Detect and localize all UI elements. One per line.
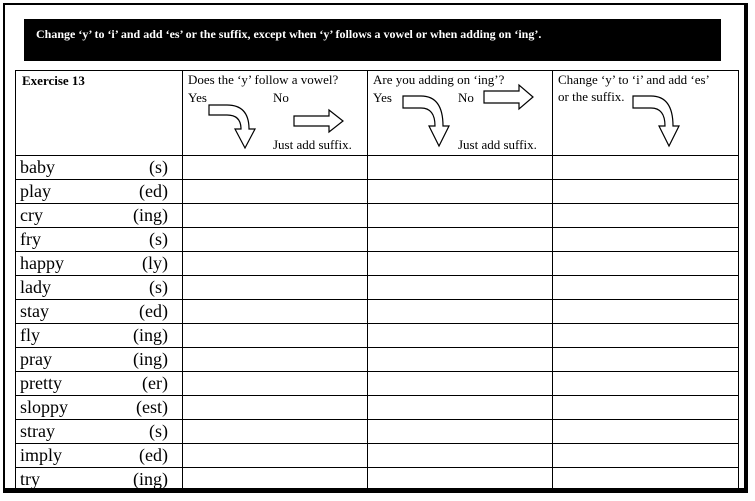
suffix: (ed) — [139, 301, 168, 321]
table-row — [16, 228, 739, 252]
base-word: play — [20, 181, 51, 201]
vowel-question: Does the ‘y’ follow a vowel? — [188, 72, 339, 87]
word-cell — [16, 300, 183, 324]
suffix: (ly) — [142, 253, 168, 273]
suffix: (est) — [136, 397, 168, 417]
answer-cell-change[interactable] — [553, 396, 739, 420]
answer-cell-change[interactable] — [553, 300, 739, 324]
exercise-label: Exercise 13 — [16, 71, 183, 156]
answer-cell-change[interactable] — [553, 348, 739, 372]
answer-cell-vowel[interactable] — [183, 444, 368, 468]
table-row — [16, 420, 739, 444]
table-row — [16, 252, 739, 276]
header-row — [16, 71, 739, 156]
suffix: (ing) — [133, 205, 168, 225]
answer-cell-change[interactable] — [553, 252, 739, 276]
answer-cell-ing[interactable] — [368, 372, 553, 396]
ing-question: Are you adding on ‘ing’? — [373, 72, 505, 87]
instruction-banner: Change ‘y’ to ‘i’ and add ‘es’ or the suffix, except when ‘y’ follows a vowel or when adding on ‘ing’. — [24, 19, 721, 61]
base-word: imply — [20, 445, 63, 465]
answer-cell-vowel[interactable] — [183, 468, 368, 492]
suffix: (ed) — [139, 181, 168, 201]
word-cell — [16, 324, 183, 348]
answer-cell-vowel[interactable] — [183, 180, 368, 204]
suffix: (ing) — [133, 469, 168, 489]
change-y-line1: Change ‘y’ to ‘i’ and add ‘es’ — [558, 72, 710, 87]
base-word: try — [20, 469, 40, 489]
answer-cell-vowel[interactable] — [183, 228, 368, 252]
just-add-suffix-note: Just add suffix. — [273, 137, 352, 152]
table-row — [16, 204, 739, 228]
table-row — [16, 156, 739, 180]
table-row — [16, 180, 739, 204]
answer-cell-change[interactable] — [553, 468, 739, 492]
base-word: pretty — [20, 373, 62, 393]
suffix: (s) — [149, 157, 168, 177]
answer-cell-change[interactable] — [553, 180, 739, 204]
curved-down-arrow-icon — [631, 94, 691, 150]
answer-cell-ing[interactable] — [368, 468, 553, 492]
table-row — [16, 324, 739, 348]
word-cell — [16, 468, 183, 492]
base-word: stray — [20, 421, 55, 441]
base-word: happy — [20, 253, 64, 273]
word-cell — [16, 228, 183, 252]
table-row — [16, 372, 739, 396]
answer-cell-change[interactable] — [553, 372, 739, 396]
answer-cell-vowel[interactable] — [183, 204, 368, 228]
answer-cell-ing[interactable] — [368, 252, 553, 276]
answer-cell-ing[interactable] — [368, 348, 553, 372]
answer-cell-change[interactable] — [553, 276, 739, 300]
word-cell — [16, 252, 183, 276]
answer-cell-change[interactable] — [553, 444, 739, 468]
right-arrow-icon — [293, 108, 345, 134]
suffix: (s) — [149, 277, 168, 297]
answer-cell-ing[interactable] — [368, 228, 553, 252]
just-add-suffix-note: Just add suffix. — [458, 137, 537, 152]
answer-cell-ing[interactable] — [368, 324, 553, 348]
answer-cell-vowel[interactable] — [183, 324, 368, 348]
answer-cell-vowel[interactable] — [183, 396, 368, 420]
change-y-cell — [553, 71, 739, 156]
answer-cell-ing[interactable] — [368, 180, 553, 204]
yes-label: Yes — [188, 90, 207, 105]
yes-label: Yes — [373, 90, 392, 105]
word-rows — [16, 156, 739, 492]
answer-cell-change[interactable] — [553, 324, 739, 348]
word-cell — [16, 396, 183, 420]
ing-question-cell — [368, 71, 553, 156]
word-cell — [16, 156, 183, 180]
base-word: pray — [20, 349, 52, 369]
answer-cell-ing[interactable] — [368, 300, 553, 324]
answer-cell-vowel[interactable] — [183, 156, 368, 180]
table-row — [16, 468, 739, 492]
base-word: stay — [20, 301, 49, 321]
suffix: (ed) — [139, 445, 168, 465]
no-label: No — [458, 90, 474, 105]
change-y-line2: or the suffix. — [558, 89, 625, 104]
base-word: fry — [20, 229, 41, 249]
answer-cell-vowel[interactable] — [183, 420, 368, 444]
answer-cell-vowel[interactable] — [183, 252, 368, 276]
answer-cell-vowel[interactable] — [183, 372, 368, 396]
word-cell — [16, 444, 183, 468]
suffix: (ing) — [133, 349, 168, 369]
answer-cell-change[interactable] — [553, 420, 739, 444]
answer-cell-ing[interactable] — [368, 396, 553, 420]
suffix: (er) — [142, 373, 168, 393]
curved-down-arrow-icon — [401, 94, 461, 150]
word-cell — [16, 204, 183, 228]
table-row — [16, 348, 739, 372]
answer-cell-ing[interactable] — [368, 156, 553, 180]
table-row — [16, 396, 739, 420]
answer-cell-vowel[interactable] — [183, 300, 368, 324]
table-row — [16, 276, 739, 300]
suffix: (ing) — [133, 325, 168, 345]
base-word: lady — [20, 277, 51, 297]
curved-down-arrow-icon — [207, 103, 267, 151]
table-row — [16, 300, 739, 324]
word-cell — [16, 420, 183, 444]
answer-cell-ing[interactable] — [368, 204, 553, 228]
answer-cell-change[interactable] — [553, 228, 739, 252]
answer-cell-change[interactable] — [553, 204, 739, 228]
answer-cell-ing[interactable] — [368, 420, 553, 444]
exercise-table — [15, 70, 739, 492]
word-cell — [16, 276, 183, 300]
base-word: baby — [20, 157, 55, 177]
right-arrow-icon — [483, 83, 535, 111]
answer-cell-change[interactable] — [553, 156, 739, 180]
suffix: (s) — [149, 421, 168, 441]
vowel-question-cell — [183, 71, 368, 156]
base-word: sloppy — [20, 397, 69, 417]
word-cell — [16, 372, 183, 396]
word-cell — [16, 348, 183, 372]
no-label: No — [273, 90, 289, 105]
suffix: (s) — [149, 229, 168, 249]
answer-cell-ing[interactable] — [368, 276, 553, 300]
base-word: fly — [20, 325, 40, 345]
answer-cell-vowel[interactable] — [183, 348, 368, 372]
table-row — [16, 444, 739, 468]
answer-cell-vowel[interactable] — [183, 276, 368, 300]
base-word: cry — [20, 205, 43, 225]
answer-cell-ing[interactable] — [368, 444, 553, 468]
word-cell — [16, 180, 183, 204]
